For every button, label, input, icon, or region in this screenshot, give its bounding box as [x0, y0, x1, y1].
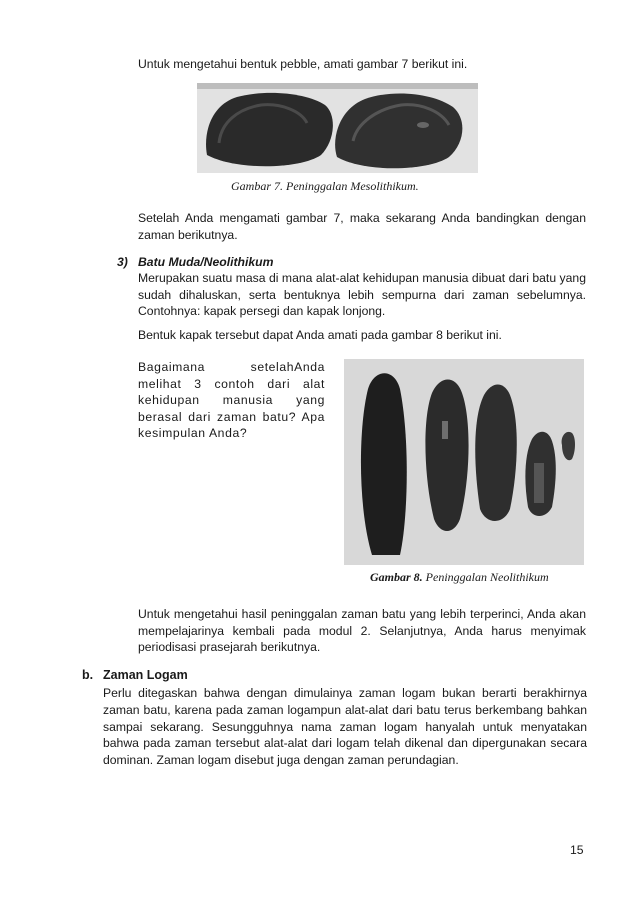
- figure7-caption: Gambar 7. Peninggalan Mesolithikum.: [231, 179, 419, 193]
- section3-question: Bagaimana setelahAnda melihat 3 contoh dari alat kehidupan manusia yang berasal dari zaman batu? Apa kesimpulan Anda?: [138, 360, 325, 440]
- section3-title: Batu Muda/Neolithikum: [138, 255, 274, 269]
- page-number: 15: [570, 843, 584, 857]
- sectionB-title: Zaman Logam: [103, 668, 188, 682]
- section3-number: 3): [117, 255, 128, 269]
- after-figure8-text: Untuk mengetahui hasil peninggalan zaman batu yang lebih terperinci, Anda akan mempelajarinya kembali pada modul 2. Selanjutnya, Anda harus menyimak periodisasi prasejarah berikutnya.: [138, 607, 586, 654]
- figure8-caption: [370, 570, 549, 585]
- sectionB-paragraph: Perlu ditegaskan bahwa dengan dimulainya zaman logam bukan berarti berakhirnya zaman batu, karena pada zaman logampun alat-alat dari batu terus berkembang bahkan sampai sekarang. Sesungguhnya nama zaman logam hanyalah untuk menyatakan bahwa pada zaman tersebut alat-alat dari logam telah dikenal dan dipergunakan secara dominan. Zaman logam disebut juga dengan zaman perundagian.: [103, 686, 587, 768]
- neolithic-axes-photo: [344, 359, 584, 565]
- sectionB-letter: b.: [82, 668, 94, 682]
- mesolithic-pebbles-photo: [197, 83, 478, 173]
- section3-paragraph2: Bentuk kapak tersebut dapat Anda amati pada gambar 8 berikut ini.: [138, 328, 502, 342]
- intro-text: Untuk mengetahui bentuk pebble, amati gambar 7 berikut ini.: [138, 57, 468, 71]
- section3-paragraph: Merupakan suatu masa di mana alat-alat kehidupan manusia dibuat dari batu yang sudah dihaluskan, serta bentuknya lebih sempurna dari zaman sebelumnya. Contohnya: kapak persegi dan kapak lonjong.: [138, 271, 586, 318]
- figure8-caption-label: Gambar 8.: [370, 570, 423, 584]
- figure8-caption-text: Peninggalan Neolithikum: [422, 570, 549, 584]
- after-figure7-text: Setelah Anda mengamati gambar 7, maka sekarang Anda bandingkan dengan zaman berikutnya.: [138, 211, 586, 242]
